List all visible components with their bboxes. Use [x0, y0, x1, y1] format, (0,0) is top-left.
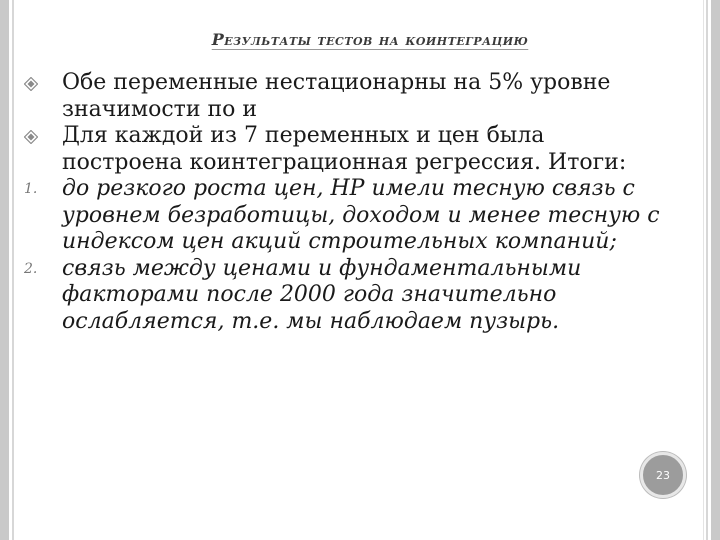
bullet-text: Для каждой из 7 переменных и цен была построена коинтеграционная регрессия. Итоги: [62, 123, 627, 175]
numbered-item [24, 256, 664, 336]
right-frame-line-inner [703, 0, 704, 540]
numbered-text: связь между ценами и фундаментальными факторами после 2000 года значительно ослабляется, т.е. мы наблюдаем пузырь. [62, 255, 582, 334]
item-number: 1. [24, 181, 38, 197]
right-frame-line [706, 0, 708, 540]
bullet-item [24, 70, 664, 123]
bullet-text: Обе переменные нестационарны на 5% уровне значимости по и [62, 70, 611, 122]
diamond-bullet-icon [24, 130, 38, 144]
right-frame-bar [711, 0, 720, 540]
slide-content [24, 70, 664, 335]
numbered-text: до резкого роста цен, HP имели тесную связь с уровнем безработицы, доходом и менее тесную с индексом цен акций строительных компаний; [62, 176, 660, 254]
page-number-badge: 23 [640, 452, 686, 498]
left-frame-bar [0, 0, 9, 540]
left-frame-line [12, 0, 14, 540]
item-number: 2. [24, 260, 38, 277]
slide-title: Результаты тестов на коинтеграцию [211, 30, 529, 49]
bullet-item [24, 123, 664, 176]
diamond-bullet-icon [24, 77, 38, 91]
numbered-item [24, 176, 664, 256]
